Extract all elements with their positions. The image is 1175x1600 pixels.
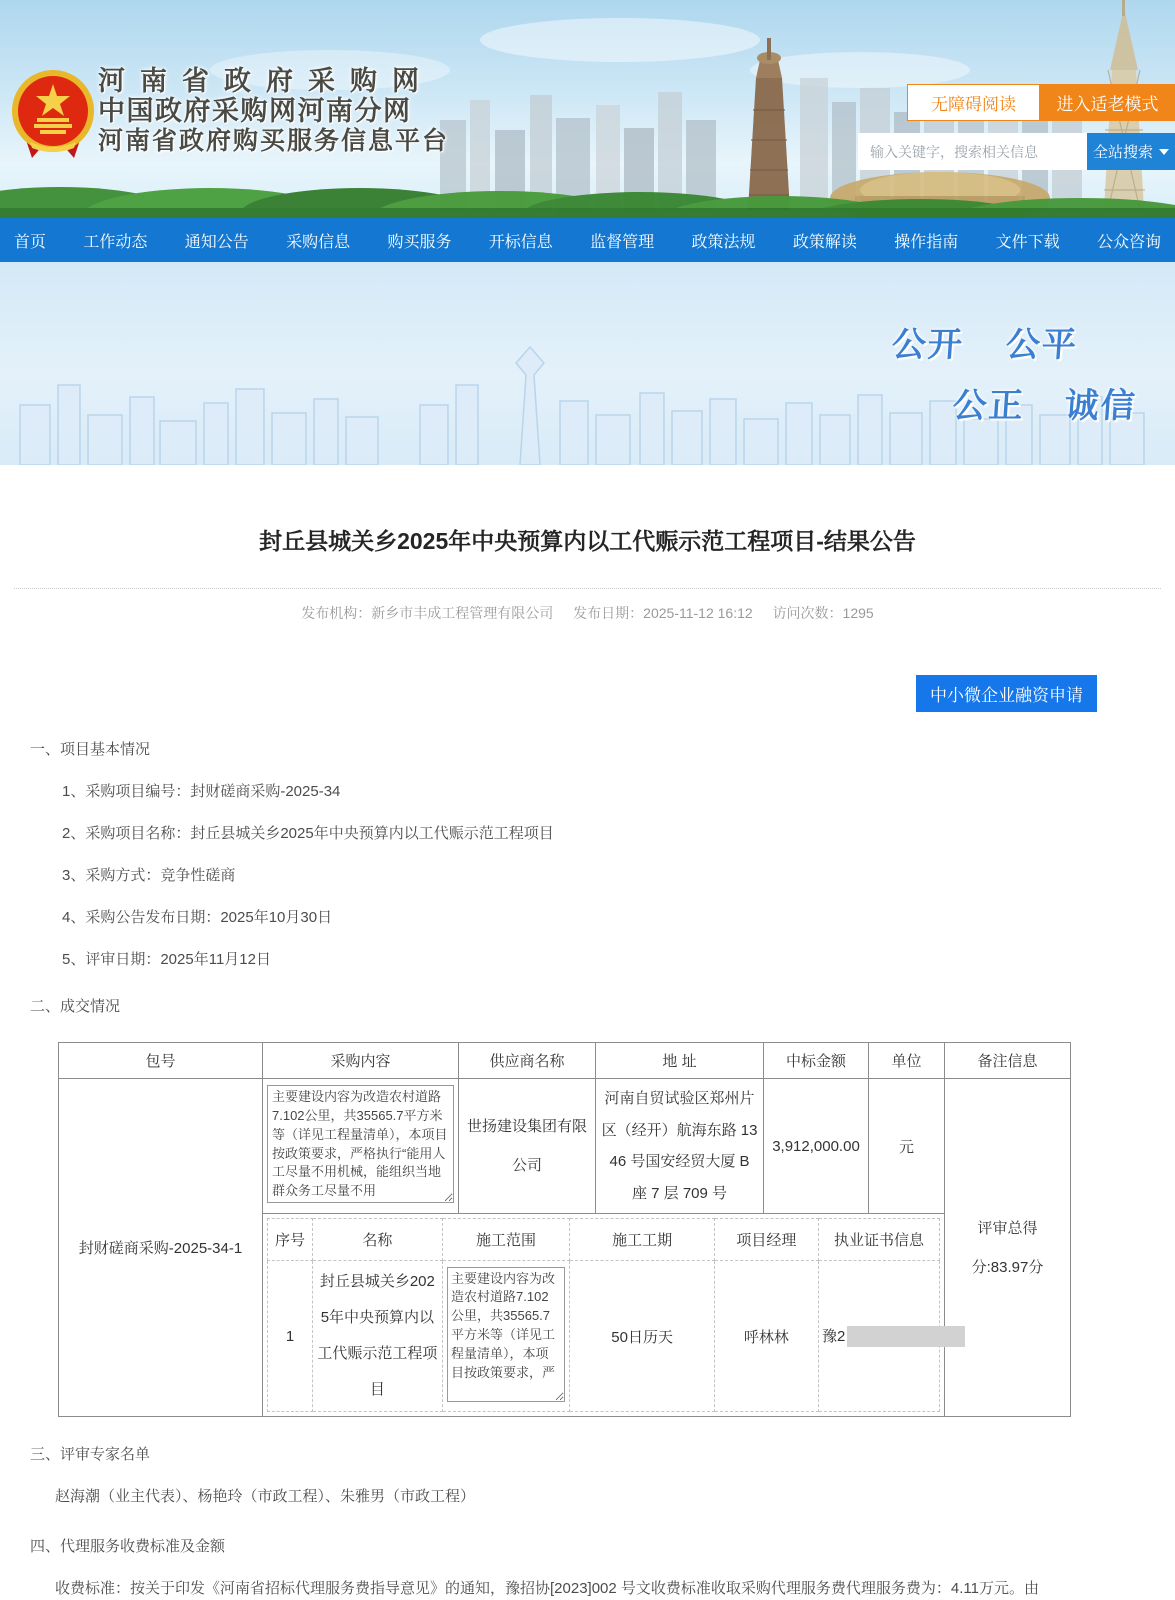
accessibility-buttons (907, 84, 1175, 121)
redacted-certificate-number (847, 1326, 965, 1347)
nav-item-public-consultation[interactable]: 公众咨询 (1097, 229, 1161, 252)
slogan-fair: 公平 (1004, 317, 1079, 366)
national-emblem-logo (10, 66, 96, 162)
nav-item-guides[interactable]: 操作指南 (894, 229, 958, 252)
table-row (59, 1079, 1071, 1214)
unit-cell: 元 (869, 1079, 945, 1214)
nav-item-policy-interpretation[interactable]: 政策解读 (793, 229, 857, 252)
nav-item-procurement-info[interactable]: 采购信息 (286, 229, 350, 252)
review-date: 5、评审日期：2025年11月12日 (62, 948, 1175, 969)
main-nav (0, 218, 1175, 262)
site-header-banner (0, 0, 1175, 218)
logo-line-2: 中国政府采购网河南分网 (98, 96, 449, 126)
slogan-honest: 诚信 (1063, 378, 1138, 427)
deal-result-table (58, 1042, 1071, 1417)
table-header-row (59, 1043, 1071, 1079)
certificate-cell (819, 1261, 940, 1412)
search-input[interactable] (858, 133, 1087, 170)
integrity-slogans (866, 317, 1164, 427)
logo-line-1: 河南省政府采购网 (98, 66, 449, 96)
publication-info (0, 603, 1175, 623)
nav-item-purchase-services[interactable]: 购买服务 (387, 229, 451, 252)
nav-item-notices[interactable]: 通知公告 (185, 229, 249, 252)
nav-item-home[interactable]: 首页 (14, 229, 46, 252)
scope-cell (442, 1261, 570, 1412)
publish-date: 发布日期：2025-11-12 16:12 (573, 605, 753, 621)
manager-cell: 呼林林 (714, 1261, 818, 1412)
accessible-reading-button[interactable]: 无障碍阅读 (907, 84, 1040, 121)
expert-list: 赵海潮（业主代表）、杨艳玲（市政工程）、朱雅男（市政工程） (55, 1486, 1175, 1509)
subcol-header-duration: 施工工期 (570, 1219, 714, 1261)
project-name-cell: 封丘县城关乡2025年中央预算内以工代赈示范工程项目 (313, 1261, 443, 1412)
chevron-down-icon (1159, 149, 1169, 155)
sme-financing-button[interactable]: 中小微企业融资申请 (916, 675, 1097, 712)
supplier-cell: 世扬建设集团有限公司 (459, 1079, 596, 1214)
site-search-bar (858, 133, 1175, 170)
scope-textarea[interactable] (447, 1267, 565, 1402)
fee-standard-text: 收费标准：按关于印发《河南省招标代理服务费指导意见》的通知，豫招协[2023]002 号文收费标准收取采购代理服务费代理服务费为：4.11万元。由 (55, 1578, 1175, 1600)
index-cell: 1 (268, 1261, 313, 1412)
nav-item-bid-opening[interactable]: 开标信息 (489, 229, 553, 252)
review-score-line1: 评审总得 (949, 1209, 1066, 1248)
search-button[interactable] (1087, 133, 1175, 170)
finance-button-row (0, 675, 1175, 712)
amount-cell: 3,912,000.00 (764, 1079, 869, 1214)
subcol-header-scope: 施工范围 (442, 1219, 570, 1261)
project-detail-table (267, 1218, 940, 1412)
slogan-just: 公正 (951, 378, 1026, 427)
nav-item-policies[interactable]: 政策法规 (692, 229, 756, 252)
col-header-unit: 单位 (869, 1043, 945, 1079)
page-title: 封丘县城关乡2025年中央预算内以工代赈示范工程项目-结果公告 (0, 523, 1175, 556)
logo-line-3: 河南省政府购买服务信息平台 (98, 126, 449, 156)
col-header-package: 包号 (59, 1043, 263, 1079)
nav-item-supervision[interactable]: 监督管理 (590, 229, 654, 252)
project-number: 1、采购项目编号：封财磋商采购-2025-34 (62, 780, 1175, 801)
slogan-banner (0, 262, 1175, 465)
package-number-cell: 封财磋商采购-2025-34-1 (59, 1079, 263, 1417)
section-1-title: 一、项目基本情况 (30, 738, 1175, 759)
subcol-header-cert: 执业证书信息 (819, 1219, 940, 1261)
duration-cell: 50日历天 (570, 1261, 714, 1412)
slogan-open: 公开 (890, 317, 965, 366)
site-logo-text (98, 66, 449, 156)
nested-header-row (268, 1219, 940, 1261)
certificate-prefix: 豫2 (822, 1328, 845, 1345)
remark-cell (945, 1079, 1071, 1417)
procurement-method: 3、采购方式：竞争性磋商 (62, 864, 1175, 885)
nested-table-cell (263, 1214, 945, 1417)
announcement-article (0, 523, 1175, 1600)
subcol-header-index: 序号 (268, 1219, 313, 1261)
elder-mode-button[interactable]: 进入适老模式 (1040, 84, 1175, 121)
subcol-header-name: 名称 (313, 1219, 443, 1261)
subcol-header-manager: 项目经理 (714, 1219, 818, 1261)
section-2-title: 二、成交情况 (30, 995, 1175, 1016)
nav-item-work-news[interactable]: 工作动态 (83, 229, 147, 252)
nested-data-row (268, 1261, 940, 1412)
publisher: 发布机构：新乡市丰成工程管理有限公司 (301, 605, 553, 621)
search-button-label: 全站搜索 (1093, 141, 1153, 162)
article-body (0, 738, 1175, 1600)
col-header-address: 地 址 (596, 1043, 764, 1079)
title-divider (14, 588, 1161, 589)
review-score-line2: 分:83.97分 (949, 1248, 1066, 1287)
col-header-supplier: 供应商名称 (459, 1043, 596, 1079)
procurement-content-textarea[interactable] (267, 1085, 454, 1203)
announcement-date: 4、采购公告发布日期：2025年10月30日 (62, 906, 1175, 927)
section-3-title: 三、评审专家名单 (30, 1443, 1175, 1464)
col-header-content: 采购内容 (263, 1043, 459, 1079)
nav-item-downloads[interactable]: 文件下载 (996, 229, 1060, 252)
col-header-remark: 备注信息 (945, 1043, 1071, 1079)
visit-count: 访问次数：1295 (773, 605, 874, 621)
col-header-amount: 中标金额 (764, 1043, 869, 1079)
procurement-content-cell (263, 1079, 459, 1214)
project-name: 2、采购项目名称：封丘县城关乡2025年中央预算内以工代赈示范工程项目 (62, 822, 1175, 843)
section-4-title: 四、代理服务收费标准及金额 (30, 1535, 1175, 1556)
address-cell: 河南自贸试验区郑州片区（经开）航海东路 1346 号国安经贸大厦 B 座 7 层 709 号 (596, 1079, 764, 1214)
